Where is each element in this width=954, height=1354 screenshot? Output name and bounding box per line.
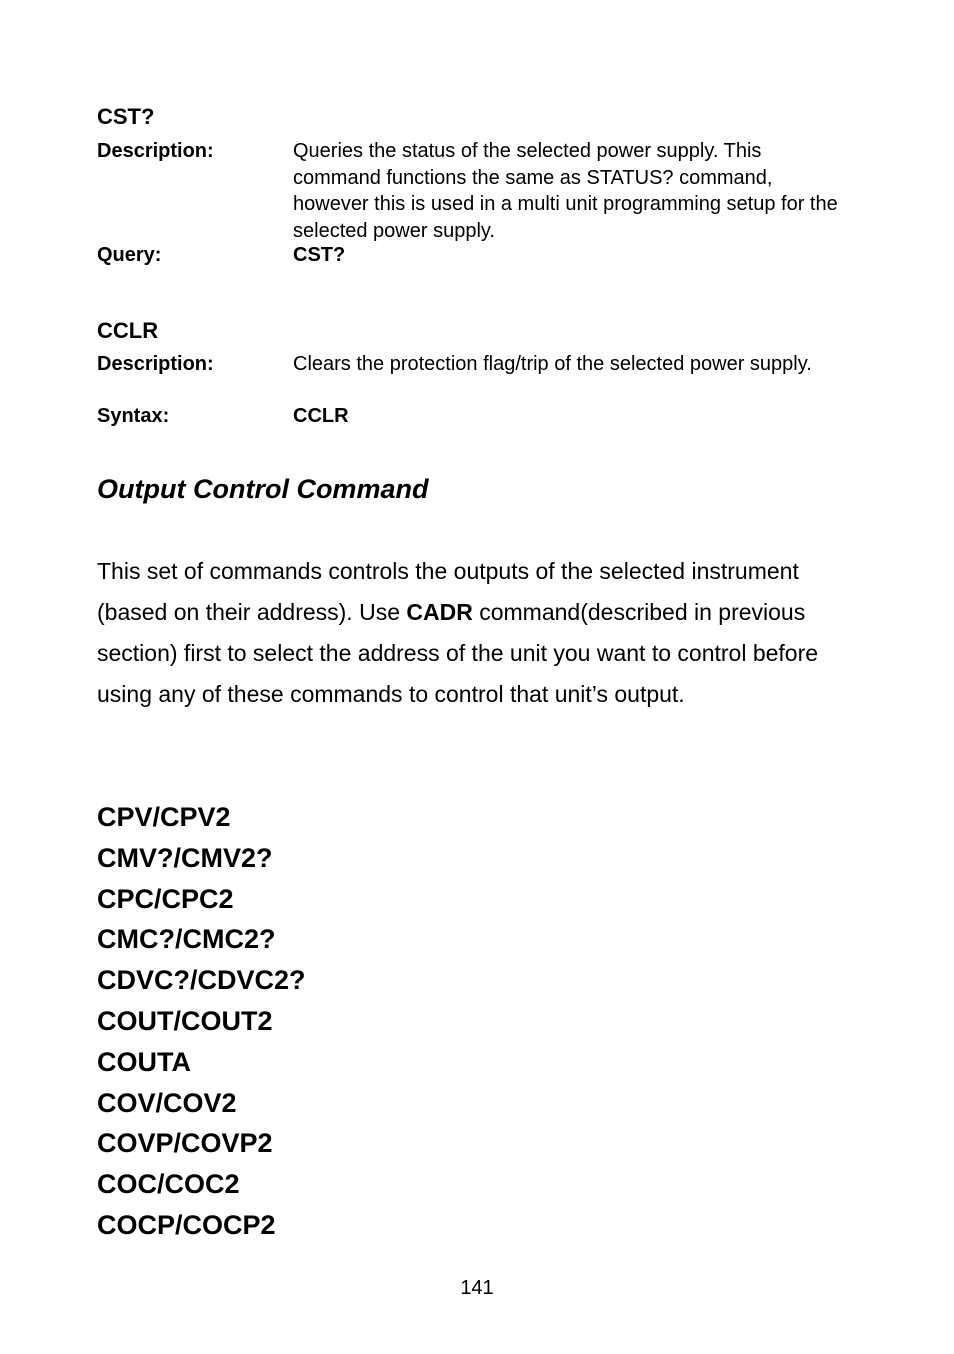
query-label: Query: (97, 244, 162, 266)
intro-command-cadr: CADR (406, 599, 473, 625)
cst-query-value: CST? (293, 244, 346, 266)
cst-description-row (97, 138, 857, 244)
command-list (97, 797, 306, 1246)
command-list-item: COCP/COCP2 (97, 1209, 276, 1240)
section-intro-paragraph (97, 551, 857, 715)
syntax-label: Syntax: (97, 405, 170, 427)
cclr-syntax-row (97, 403, 857, 429)
command-list-item: COUTA (97, 1046, 191, 1077)
command-list-item: CPC/CPC2 (97, 883, 234, 914)
command-list-item: CMV?/CMV2? (97, 842, 273, 873)
description-label: Description: (97, 353, 214, 375)
description-label: Description: (97, 140, 214, 162)
cclr-description-text: Clears the protection flag/trip of the selected power supply. (293, 353, 812, 375)
intro-text-end: command(described in previous section) first to select the address of the unit you want to control before using any of these commands to control that unit’s output. (97, 599, 819, 707)
command-list-item: COVP/COVP2 (97, 1128, 273, 1159)
page-number: 141 (460, 1277, 494, 1299)
command-list-item: COUT/COUT2 (97, 1005, 273, 1036)
intro-text-start: This set of commands controls the outputs of the selected instrument (based on their address). Use (97, 558, 799, 625)
cclr-description-row (97, 351, 857, 404)
section-heading: Output Control Command (97, 474, 429, 504)
command-title-cclr: CCLR (97, 318, 159, 343)
command-list-item: COC/COC2 (97, 1169, 240, 1200)
cst-query-row (97, 242, 857, 268)
cclr-syntax-value: CCLR (293, 405, 349, 427)
command-list-item: CPV/CPV2 (97, 802, 231, 832)
command-list-item: COV/COV2 (97, 1087, 237, 1118)
cst-description-text: Queries the status of the selected power supply. This command functions the same as STATUS? command, however this is used in a multi unit programming setup for the selected power supply. (293, 140, 838, 242)
command-list-item: CMC?/CMC2? (97, 924, 276, 955)
command-list-item: CDVC?/CDVC2? (97, 965, 306, 996)
command-title-cst: CST? (97, 104, 155, 129)
